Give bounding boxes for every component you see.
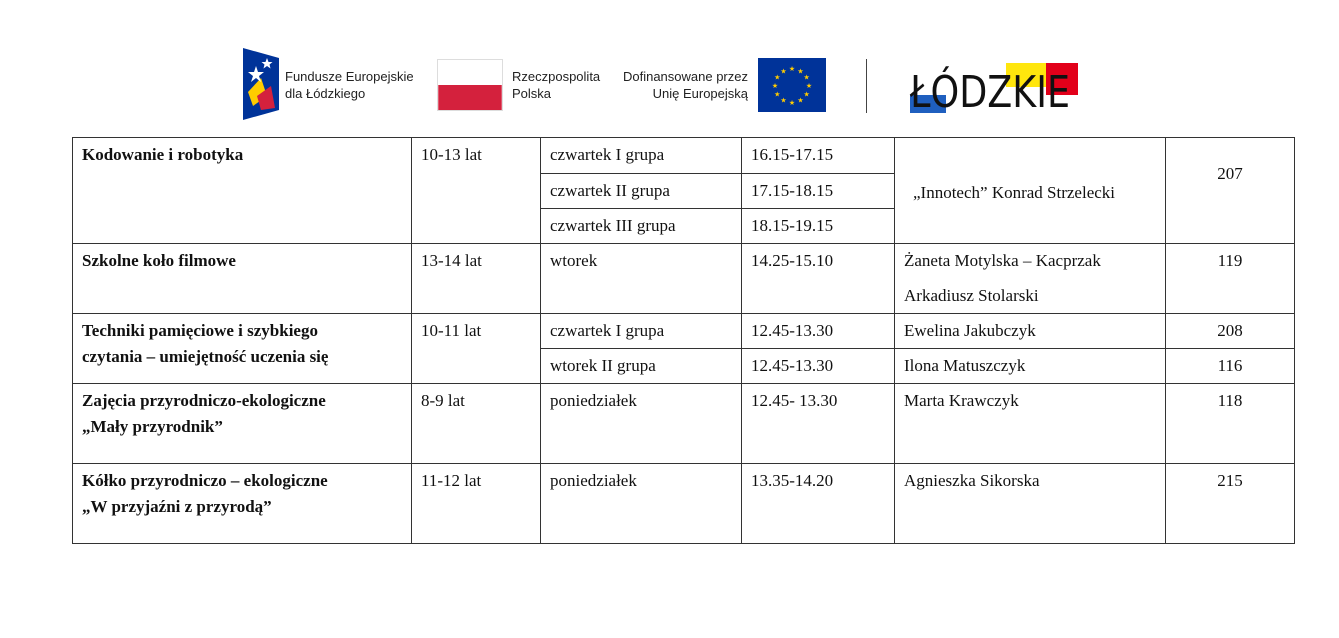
svg-text:★: ★ — [788, 65, 796, 73]
table-row — [73, 464, 1295, 544]
fundusze-europejskie-text: Fundusze Europejskie dla Łódzkiego — [285, 69, 414, 101]
age-group: 13-14 lat — [412, 244, 541, 314]
svg-text:★: ★ — [803, 90, 810, 99]
age-group: 8-9 lat — [412, 384, 541, 464]
time-cell: 12.45-13.30 — [742, 314, 895, 349]
activity-name: Kodowanie i robotyka — [73, 138, 412, 244]
day-cell: poniedziałek — [541, 384, 742, 464]
age-group: 11-12 lat — [412, 464, 541, 544]
svg-text:★: ★ — [797, 67, 804, 76]
svg-text:★: ★ — [803, 73, 810, 82]
table-row — [73, 138, 1295, 174]
teacher-cell: Ilona Matuszczyk — [895, 349, 1166, 384]
day-cell: wtorek — [541, 244, 742, 314]
age-group: 10-11 lat — [412, 314, 541, 384]
day-cell: poniedziałek — [541, 464, 742, 544]
room-cell: 116 — [1166, 349, 1295, 384]
svg-text:★: ★ — [797, 96, 804, 105]
svg-text:★: ★ — [788, 99, 796, 107]
svg-text:★: ★ — [774, 90, 781, 99]
time-cell: 17.15-18.15 — [742, 174, 895, 209]
svg-text:★: ★ — [780, 67, 787, 76]
day-cell: czwartek III grupa — [541, 209, 742, 244]
table-row — [73, 314, 1295, 349]
eu-flag-icon — [758, 58, 826, 112]
rzeczpospolita-text: Rzeczpospolita Polska — [512, 69, 601, 101]
teacher-name: Żaneta Motylska – Kacprzak — [904, 251, 1101, 270]
svg-text:★: ★ — [771, 82, 779, 90]
day-cell: czwartek I grupa — [541, 138, 742, 174]
fundusze-europejskie-logo — [243, 48, 279, 120]
day-cell: czwartek II grupa — [541, 174, 742, 209]
time-cell: 12.45- 13.30 — [742, 384, 895, 464]
activity-name — [73, 464, 412, 544]
activity-name — [73, 314, 412, 384]
teacher-cell — [895, 244, 1166, 314]
lodzkie-logo — [908, 63, 1104, 118]
teacher-name: Arkadiusz Stolarski — [904, 286, 1039, 305]
table-row — [73, 384, 1295, 464]
teacher-cell: Marta Krawczyk — [895, 384, 1166, 464]
activity-name-line: „W przyjaźni z przyrodą” — [82, 497, 272, 516]
activity-name-line: Kółko przyrodniczo – ekologiczne — [82, 471, 328, 490]
activity-name-line: czytania – umiejętność uczenia się — [82, 347, 329, 366]
room-cell: 208 — [1166, 314, 1295, 349]
activity-name-line: Zajęcia przyrodniczo-ekologiczne — [82, 391, 326, 410]
activity-name: Szkolne koło filmowe — [73, 244, 412, 314]
eu-cofinanced-text: Dofinansowane przez Unię Europejską — [622, 69, 748, 101]
age-group: 10-13 lat — [412, 138, 541, 244]
schedule-table — [72, 137, 1295, 544]
time-cell: 12.45-13.30 — [742, 349, 895, 384]
activity-name-line: Techniki pamięciowe i szybkiego — [82, 321, 318, 340]
svg-text:★: ★ — [780, 96, 787, 105]
day-cell: czwartek I grupa — [541, 314, 742, 349]
teacher-cell: Agnieszka Sikorska — [895, 464, 1166, 544]
activity-name — [73, 384, 412, 464]
svg-text:★: ★ — [805, 82, 813, 90]
room-cell: 215 — [1166, 464, 1295, 544]
header-divider — [866, 59, 867, 113]
room-cell: 118 — [1166, 384, 1295, 464]
time-cell: 13.35-14.20 — [742, 464, 895, 544]
table-row — [73, 244, 1295, 314]
logo-bar — [0, 44, 1339, 124]
time-cell: 18.15-19.15 — [742, 209, 895, 244]
teacher-cell: „Innotech” Konrad Strzelecki — [895, 138, 1166, 244]
svg-text:ŁÓDZKIE: ŁÓDZKIE — [910, 67, 1104, 118]
room-cell: 119 — [1166, 244, 1295, 314]
room-cell: 207 — [1166, 138, 1295, 244]
poland-flag-icon — [437, 59, 503, 111]
svg-text:★: ★ — [774, 73, 781, 82]
teacher-cell: Ewelina Jakubczyk — [895, 314, 1166, 349]
activity-name-line: „Mały przyrodnik” — [82, 417, 223, 436]
day-cell: wtorek II grupa — [541, 349, 742, 384]
time-cell: 16.15-17.15 — [742, 138, 895, 174]
time-cell: 14.25-15.10 — [742, 244, 895, 314]
